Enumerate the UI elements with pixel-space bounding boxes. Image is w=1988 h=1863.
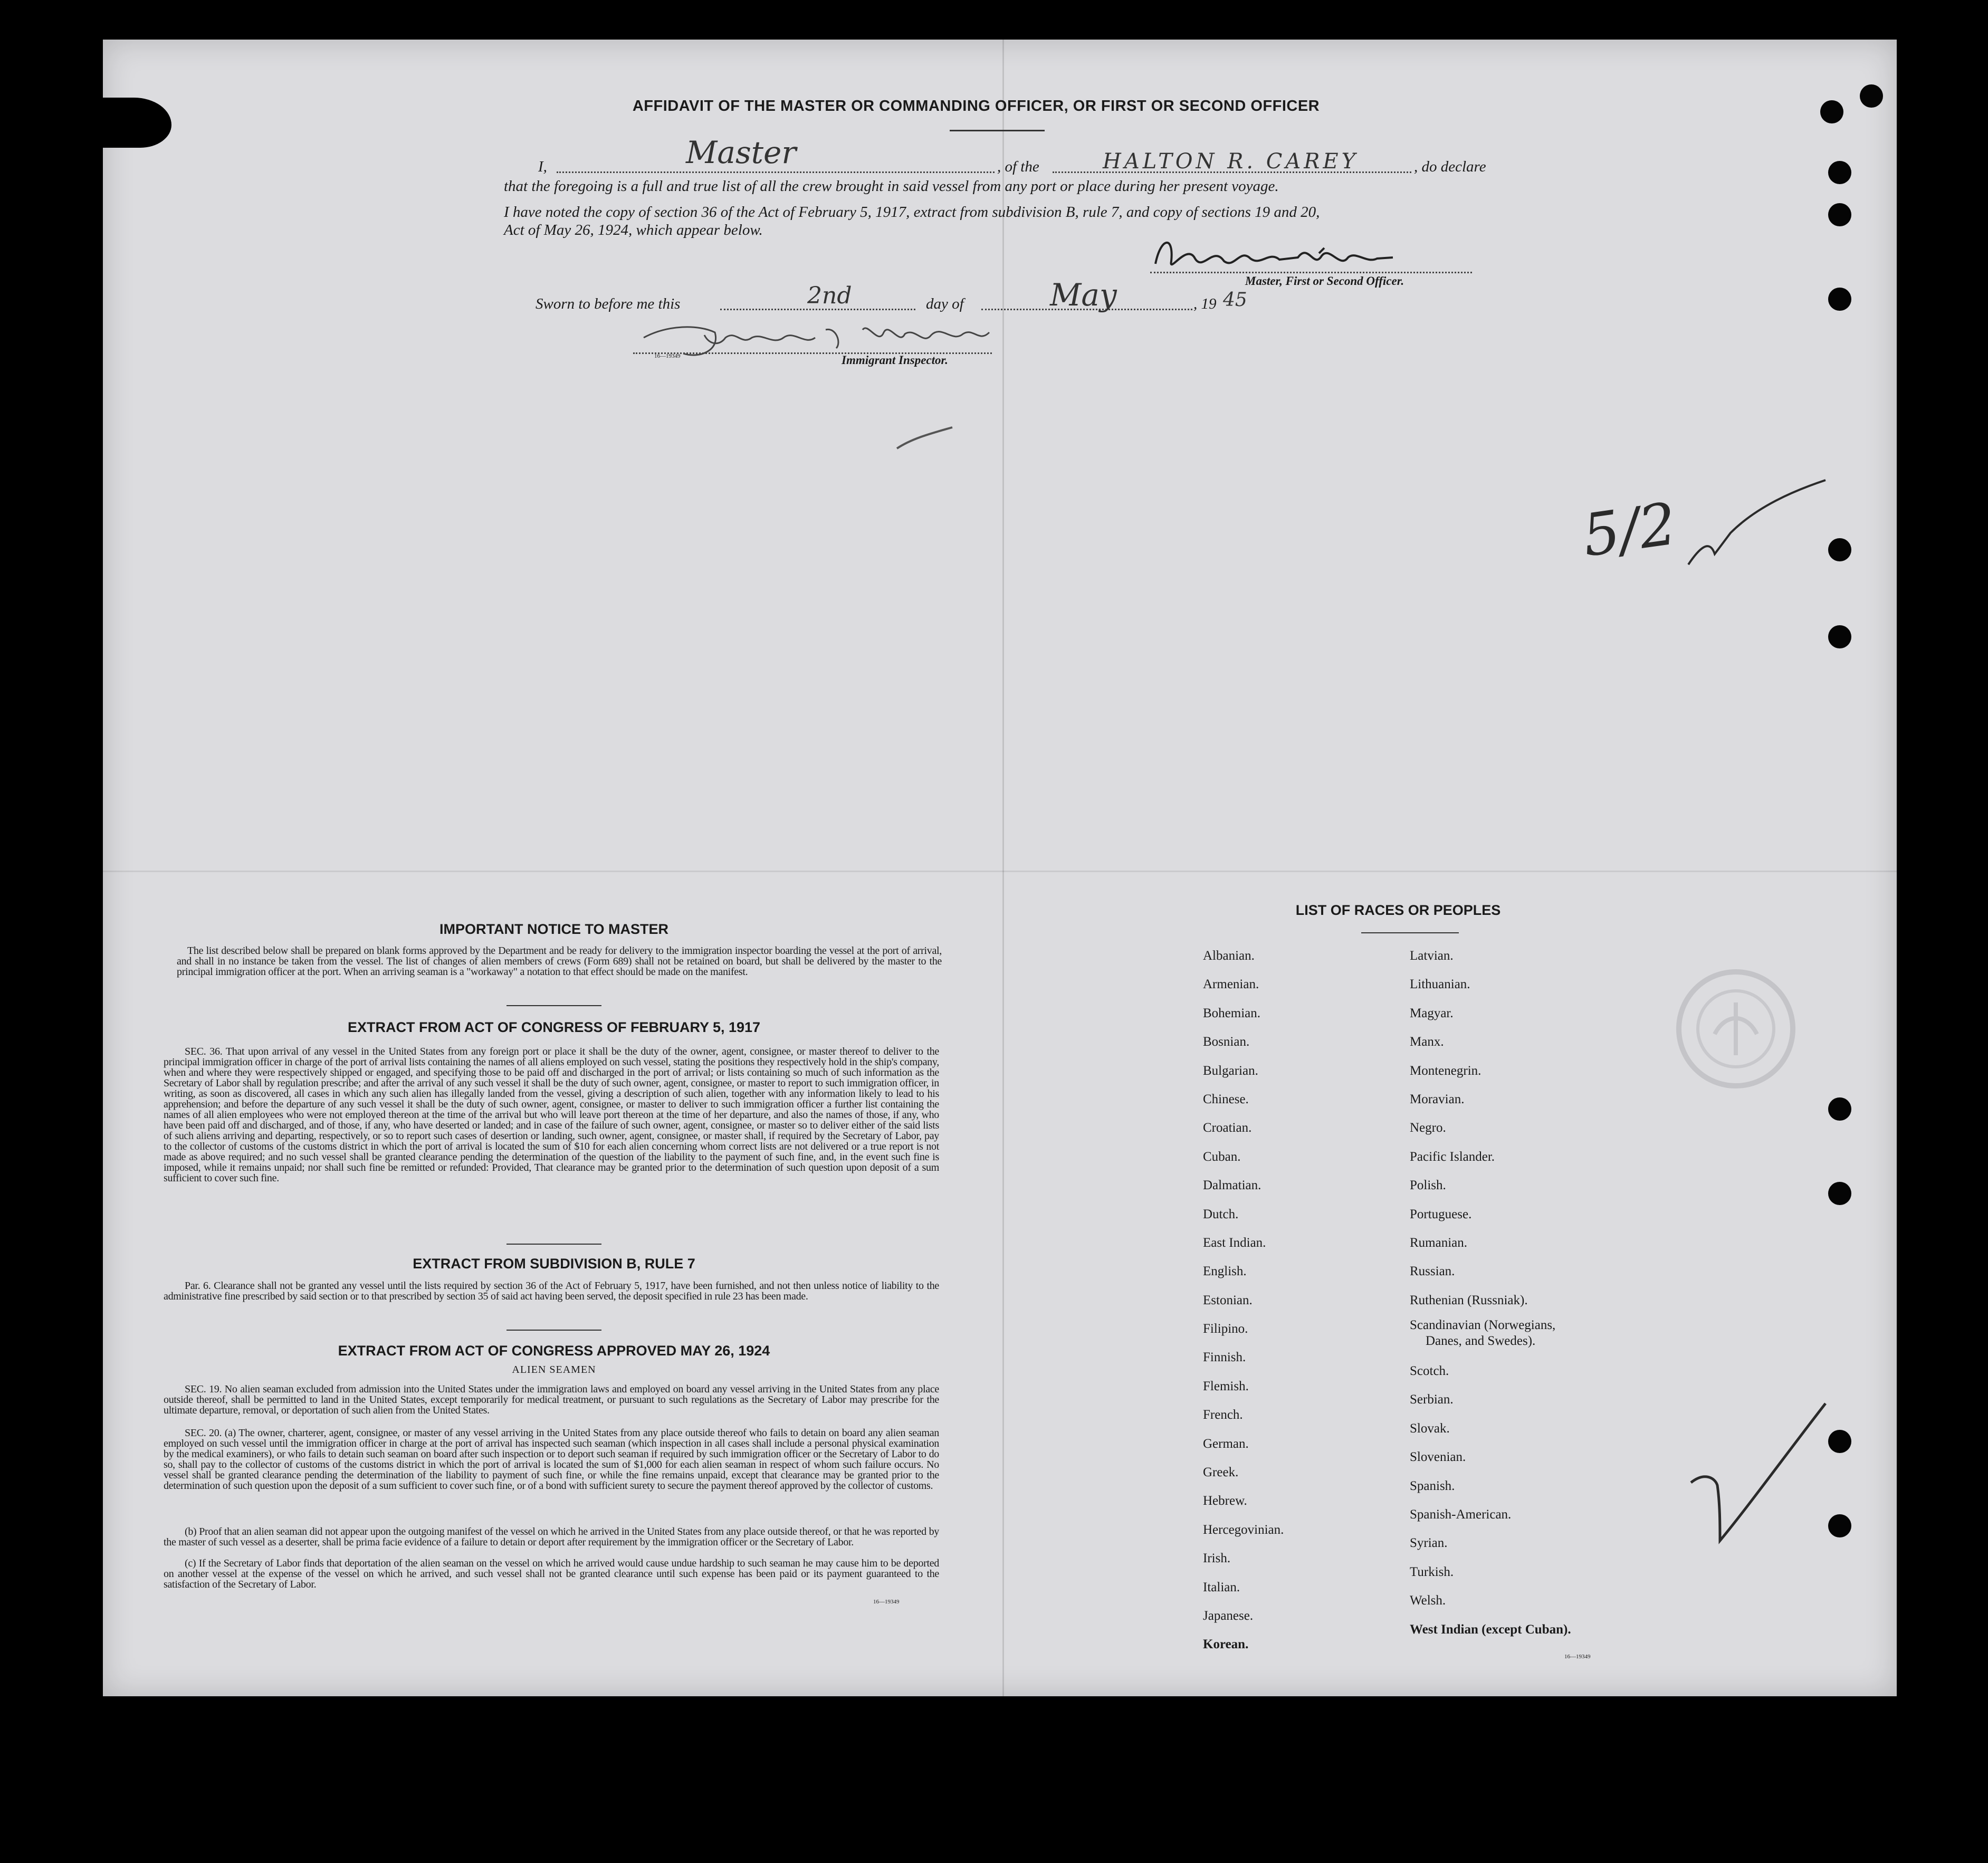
filled-name: Master (686, 135, 797, 170)
punch-hole (1828, 203, 1851, 226)
races-heading: LIST OF RACES OR PEOPLES (1295, 902, 1501, 918)
punch-hole (1828, 1097, 1851, 1121)
sworn-label: Sworn to before me this (536, 295, 681, 312)
filled-day: 2nd (807, 282, 852, 309)
affidavit-line-2: that the foregoing is a full and true list of all the crew brought in said vessel from any port or place during her present voyage. (504, 178, 1279, 195)
race-item: Cuban. (1203, 1149, 1241, 1164)
sec20b-text: (b) Proof that an alien seaman did not appear upon the outgoing manifest of the vessel on which he arrived in the United States from any place outside thereof, or that he was reported by the master of such vessel as a deserter, shall be prima facie evidence of a failure to detain or deport after requirement by the immigration officer or the Secretary of Labor. (164, 1526, 939, 1548)
notice-text: The list described below shall be prepared on blank forms approved by the Department and be ready for delivery to the immigration inspector boarding the vessel at the port of arrival, and shall in no instance be taken from the vessel. The list of changes of alien members of crews (Form 689) shall not be retained on board, but shall be delivered by the master to the principal immigration officer at the port. When an arriving seaman is a "workaway" a notation to that effect should be made on the manifest. (177, 945, 942, 978)
punch-hole (1828, 161, 1851, 184)
inspector-caption: Immigrant Inspector. (842, 354, 948, 367)
do-declare-label: , do declare (1414, 158, 1486, 175)
race-item: Korean. (1203, 1637, 1249, 1652)
race-item: Hercegovinian. (1203, 1522, 1284, 1537)
race-item: Spanish-American. (1410, 1507, 1512, 1522)
race-item: Chinese. (1203, 1092, 1249, 1106)
race-item: Croatian. (1203, 1121, 1252, 1135)
fold-crease-horizontal (103, 871, 1897, 872)
stray-pen-mark (892, 422, 955, 454)
race-item: Syrian. (1410, 1536, 1448, 1551)
race-item: Armenian. (1203, 977, 1259, 992)
race-item: Scandinavian (Norwegians, (1410, 1318, 1556, 1333)
form-number-bottom-left: 16—19349 (873, 1599, 900, 1605)
inspector-signature (636, 314, 1005, 364)
filled-month: May (1050, 277, 1117, 313)
name-blank (557, 171, 995, 173)
race-item: Moravian. (1410, 1092, 1465, 1106)
race-item: Negro. (1410, 1121, 1446, 1135)
punch-hole (1828, 1182, 1851, 1205)
race-item: Hebrew. (1203, 1494, 1247, 1508)
section-rule (506, 1330, 601, 1331)
race-item: Latvian. (1410, 949, 1454, 963)
race-item: Dutch. (1203, 1207, 1239, 1221)
race-item: Slovenian. (1410, 1450, 1466, 1465)
race-item: Pacific Islander. (1410, 1149, 1495, 1164)
race-item: German. (1203, 1436, 1249, 1451)
punch-hole (1860, 84, 1883, 108)
rule7-text: Par. 6. Clearance shall not be granted any vessel until the lists required by section 36 of the Act of February 5, 1917, have been furnished, and not then unless notice of liability to the administrative fine prescribed by said section or to that prescribed by section 35 of said act having been served, the deposit specified in rule 23 has been made. (164, 1280, 939, 1302)
race-item: Manx. (1410, 1035, 1444, 1049)
race-item: Irish. (1203, 1551, 1231, 1566)
affidavit-i-label: I, (538, 158, 547, 175)
race-item: East Indian. (1203, 1235, 1266, 1250)
race-item: Spanish. (1410, 1478, 1455, 1493)
of-the-label: , of the (997, 158, 1039, 175)
race-item: Estonian. (1203, 1293, 1253, 1307)
section-rule (506, 1244, 601, 1245)
checkmark-icon (1678, 475, 1836, 601)
race-item: Turkish. (1410, 1564, 1454, 1579)
section-rule (506, 1005, 601, 1006)
rule7-heading: EXTRACT FROM SUBDIVISION B, RULE 7 (413, 1256, 695, 1272)
seal-stamp (1672, 966, 1799, 1092)
race-item: West Indian (except Cuban). (1410, 1622, 1571, 1637)
title-rule (950, 130, 1045, 131)
race-item: Rumanian. (1410, 1235, 1468, 1250)
filled-year: 45 (1223, 289, 1247, 311)
punch-hole (1828, 625, 1851, 648)
race-item: Polish. (1410, 1178, 1446, 1193)
race-item: Bohemian. (1203, 1006, 1261, 1020)
race-item: Flemish. (1203, 1379, 1249, 1393)
race-item: Scotch. (1410, 1364, 1449, 1379)
affidavit-line-3: I have noted the copy of section 36 of the Act of February 5, 1917, extract from subdivision B, rule 7, and copy of sections 19 and 20, (504, 204, 1320, 221)
form-number-top: 16—19349 (654, 353, 681, 359)
race-item: Russian. (1410, 1264, 1455, 1279)
race-item: Ruthenian (Russniak). (1410, 1293, 1528, 1307)
filled-vessel: HALTON R. CAREY (1103, 149, 1359, 174)
races-left-column (1203, 942, 1284, 1659)
sec20c-text: (c) If the Secretary of Labor finds that deportation of the alien seaman on the vessel on which he arrived would cause undue hardship to such seaman he may cause him to be deported on another vessel at the expense of the vessel on which he arrived, and such vessel shall not be granted clearance until such expense has been paid or its payment guaranteed to the satisfaction of the Secretary of Labor. (164, 1558, 939, 1590)
race-item: Serbian. (1410, 1392, 1454, 1407)
races-right-column (1410, 942, 1571, 1644)
race-item: Montenegrin. (1410, 1063, 1482, 1078)
year-prefix: , 19 (1193, 295, 1217, 312)
fold-crease-vertical (1002, 40, 1004, 1696)
race-item: Magyar. (1410, 1006, 1454, 1020)
form-number-bottom-right: 16—19349 (1564, 1654, 1591, 1660)
signature-blank (1150, 272, 1472, 273)
race-item: Finnish. (1203, 1350, 1246, 1365)
extract-1917-text: SEC. 36. That upon arrival of any vessel in the United States from any foreign port or place it shall be the duty of the owner, agent, consignee, or master thereof to deliver to the principal immigration officer in charge of the port of arrival lists containing the names of all aliens employed on such vessel, stating the positions they respectively hold in the ship's company, when and where they were respectively shipped or engaged, and specifying those to be paid off and discharged in the port of arrival; or lists containing so much of such information as the Secretary of Labor shall by regulation prescribe; and after the arrival of any such vessel it shall be the duty of such owner, agent, consignee, or master to report to such immigration officer, in writing, as soon as discovered, all cases in which any such alien has illegally landed from the vessel, giving a description of such alien, together with any information likely to lead to his apprehension; and before the departure of any such vessel it shall be the duty of such owner, agent, consignee, or master to deliver to such immigration officer a further list containing the names of all alien employees who were not employed thereon at the time of the arrival but who will leave port thereon at the time of her departure, and also the names of those, if any, who have been paid off and discharged, and of those, if any, who have deserted or landed; and in case of the failure of such owner, agent, consignee, or master so to deliver either of the said lists of such aliens arriving and departing, respectively, or so to report such cases of desertion or landing, such owner, agent, consignee, or master shall, if required by the Secretary of Labor, pay to the collector of customs of the customs district in which the port of arrival is located the sum of $10 for each alien concerning whom correct lists are not delivered or a true report is not made as above required; and no such vessel shall be granted clearance pending the determination of the question of the liability to the payment of such fine, and, in the event such fine is imposed, while it remains unpaid; nor shall such fine be remitted or refunded: Provided, That clearance may be granted prior to the determination of such question upon deposit of a sum sufficient to cover such fine. (164, 1046, 939, 1184)
race-item: Albanian. (1203, 949, 1255, 963)
races-rule (1361, 932, 1459, 933)
handwritten-margin-mark: 5/2 (1578, 490, 1681, 570)
signature-caption: Master, First or Second Officer. (1245, 274, 1404, 288)
sec19-text: SEC. 19. No alien seaman excluded from admission into the United States under the immigration laws and employed on board any vessel arriving in the United States from any place outside thereof, shall be permitted to land in the United States, except temporarily for medical treatment, or pursuant to such regulations as the Secretary of Labor may prescribe for the ultimate departure, removal, or deportation of such alien from the United States. (164, 1383, 939, 1416)
affidavit-line-4: Act of May 26, 1924, which appear below. (504, 222, 763, 238)
race-item: English. (1203, 1264, 1247, 1279)
race-item: Portuguese. (1410, 1207, 1472, 1221)
punch-hole (1820, 100, 1843, 123)
extract-1924-heading: EXTRACT FROM ACT OF CONGRESS APPROVED MAY 26, 1924 (338, 1343, 770, 1359)
punch-hole (1828, 288, 1851, 311)
day-of-label: day of (926, 295, 964, 312)
race-item: Greek. (1203, 1465, 1239, 1480)
race-item: Italian. (1203, 1580, 1240, 1594)
race-item: Lithuanian. (1410, 977, 1470, 992)
extract-1917-heading: EXTRACT FROM ACT OF CONGRESS OF FEBRUARY 5, 1917 (347, 1019, 761, 1035)
race-item: Japanese. (1203, 1608, 1254, 1623)
race-item: Welsh. (1410, 1593, 1446, 1608)
checkmark-icon (1672, 1393, 1841, 1567)
sec20a-text: SEC. 20. (a) The owner, charterer, agent, consignee, or master of any vessel arriving in the United States from any place outside thereof who fails to detain on board any alien seaman employed on such vessel until the immigration officer in charge at the port of arrival has inspected such seaman (which inspection in all cases shall include a personal physical examination by the medical examiners), or who fails to detain such seaman on board after such inspection or to deport such seaman if required by such immigration officer or the Secretary of Labor to do so, shall pay to the collector of customs of the customs district in which the port of arrival is located the sum of $1,000 for each alien seaman in respect of whom such failure occurs. No vessel shall be granted clearance pending the determination of the liability to payment of such fine, or while the fine remains unpaid, except that clearance may be granted prior to the determination of such question upon the deposit of a sum sufficient to cover such fine, or of a bond with sufficient surety to secure the payment thereof approved by the collector of customs. (164, 1427, 939, 1492)
race-item: Bulgarian. (1203, 1063, 1258, 1078)
race-item: Bosnian. (1203, 1035, 1250, 1049)
race-item: French. (1203, 1408, 1243, 1422)
notice-heading: IMPORTANT NOTICE TO MASTER (439, 921, 668, 937)
race-item: Filipino. (1203, 1322, 1248, 1336)
affidavit-title: AFFIDAVIT OF THE MASTER OR COMMANDING OFFICER, OR FIRST OR SECOND OFFICER (632, 98, 1320, 114)
race-item: Slovak. (1410, 1421, 1450, 1436)
race-item: Dalmatian. (1203, 1178, 1261, 1193)
alien-seamen-subheading: ALIEN SEAMEN (512, 1364, 596, 1375)
race-item: Danes, and Swedes). (1426, 1334, 1536, 1349)
